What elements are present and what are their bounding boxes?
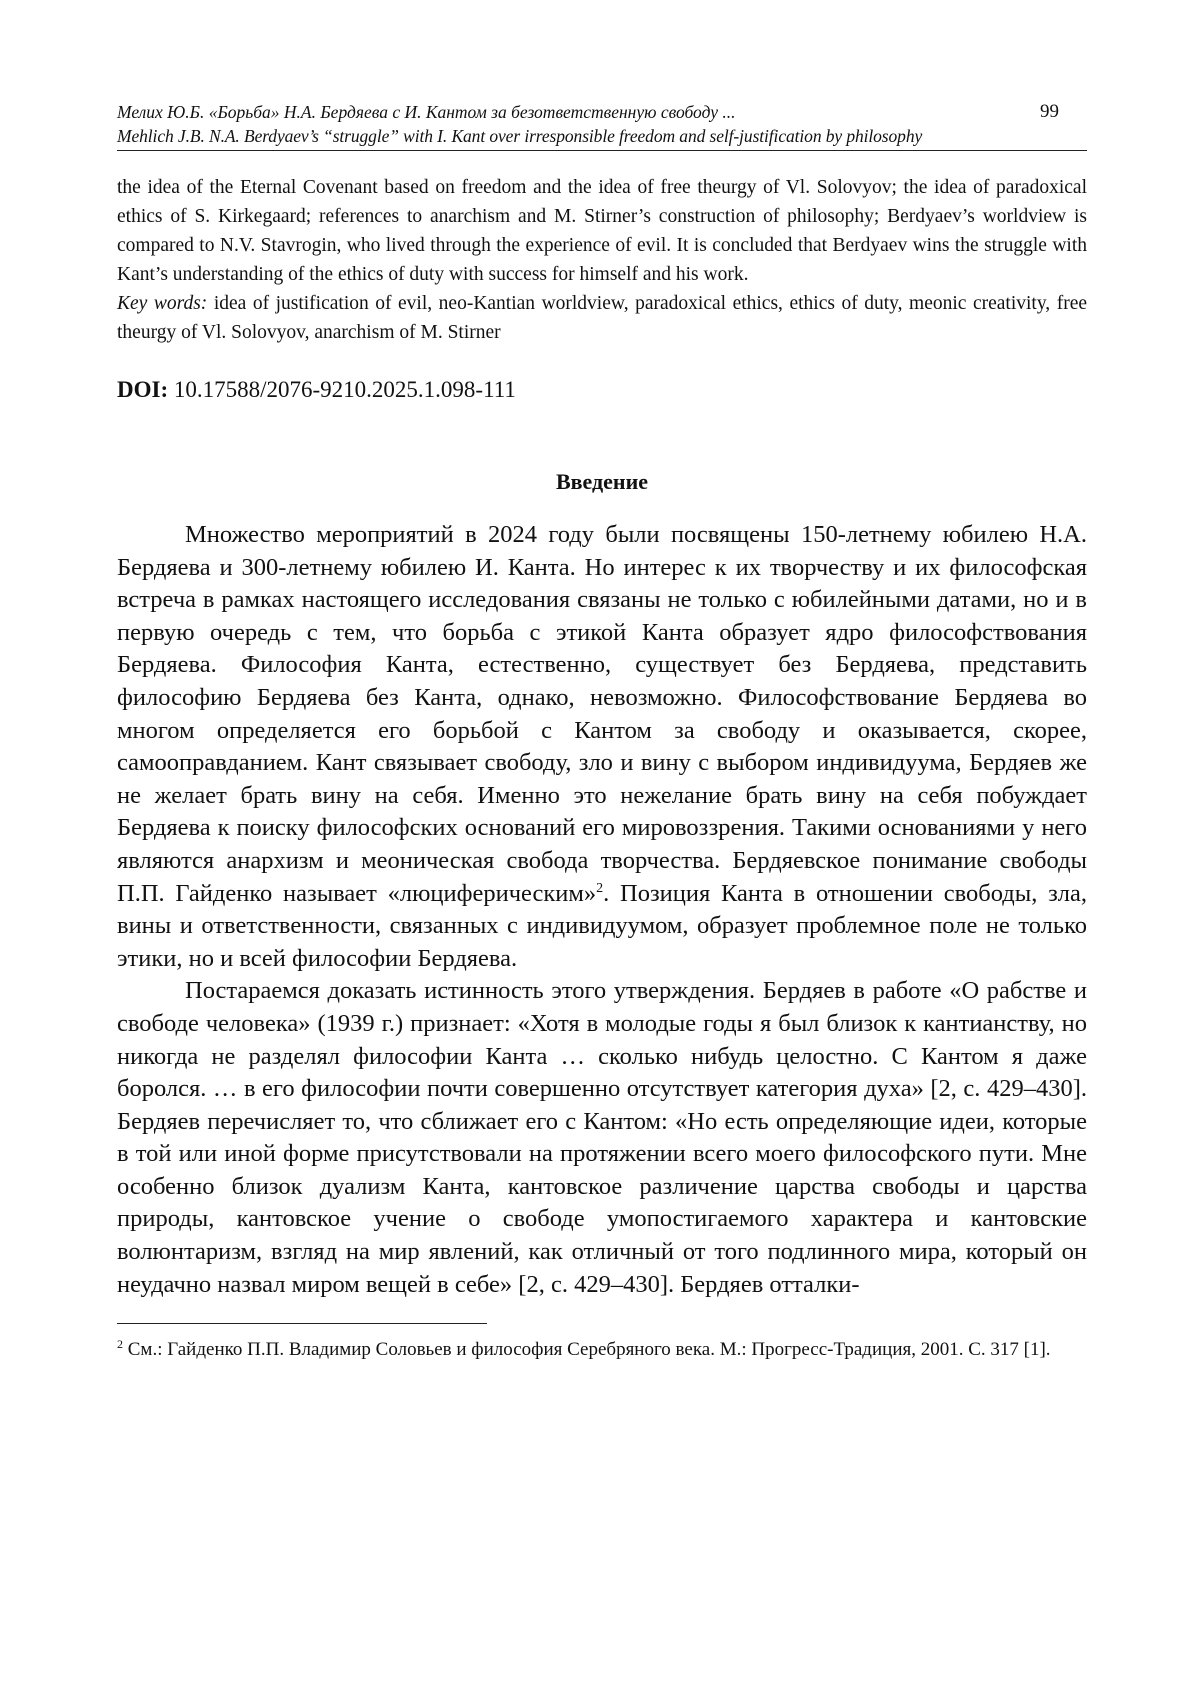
running-header-line-ru [117,100,1087,124]
body-text [117,519,1087,1301]
paragraph-1-text-b: . Позиция Канта в отношении свободы, зла, вины и ответственности, связанных с индивидуумом, образует проблемное поле не только этики, но и всей философии Бердяева. [117,879,1088,972]
abstract [117,173,1087,347]
running-header-title-en: Mehlich J.B. N.A. Berdyaev’s “struggle” with I. Kant over irresponsible freedom and self-justification by philosophy [117,126,923,146]
section-title: Введение [555,469,649,494]
doi [117,375,1087,405]
doi-value: 10.17588/2076-9210.2025.1.098-111 [173,377,516,402]
abstract-text: the idea of the Eternal Covenant based on freedom and the idea of free theurgy of Vl. Solovyov; the idea of paradoxical ethics of S. Kirkegaard; references to anarchism and M. Stirner’s construction of philosophy; Berdyaev’s worldview is compared to N.V. Stavrogin, who lived through the experience of evil. It is concluded that Berdyaev wins the struggle with Kant’s understanding of the ethics of duty with success for himself and his work. [117,177,1087,285]
footnote-number: 2 [117,1337,123,1352]
page-number: 99 [1040,101,1059,122]
keywords [117,289,1087,347]
footnote [117,1336,1087,1363]
keywords-text: idea of justification of evil, neo-Kantian worldview, paradoxical ethics, ethics of duty, meonic creativity, free theurgy of Vl. Solovyov, anarchism of M. Stirner [117,293,1087,343]
doi-label: DOI: [117,377,169,402]
paragraph-2: Постараемся доказать истинность этого утверждения. Бердяев в работе «О рабстве и свободе человека» (1939 г.) признает: «Хотя в молодые годы я был близок к кантианству, но никогда не разделял философии Канта … сколько нибудь целостно. С Кантом я даже боролся. … в его философии почти совершенно отсутствует категория духа» [2, с. 429–430]. Бердяев перечисляет то, что сближает его с Кантом: «Но есть определяющие идеи, которые в той или иной форме присутствовали на протяжении всего моего философского пути. Мне особенно близок дуализм Канта, кантовское различение царства свободы и царства природы, кантовское учение о свободе умопостигаемого характера и кантовские волюнтаризм, взгляд на мир явлений, как отличный от того подлинного мира, который он неудачно назвал миром вещей в себе» [2, с. 429–430]. Бердяев отталки- [117,977,1087,1298]
paragraph-1-text-a: Множество мероприятий в 2024 году были посвящены 150-летнему юбилею Н.А. Бердяева и 300-летнему юбилею И. Канта. Но интерес к их творчеству и их философская встреча в рамках настоящего исследования связаны не только с юбилейными датами, но и в первую очередь с тем, что борьба с этикой Канта образует ядро философствования Бердяева. Философия Канта, естественно, существует без Бердяева, представить философию Бердяева без Канта, однако, невозможно. Философствование Бердяева во многом определяется его борьбой с Кантом за свободу и оказывается, скорее, самооправданием. Кант связывает свободу, зло и вину с выбором индивидуума, Бердяев же не желает брать вину на себя. Именно это нежелание брать вину на себя побуждает Бердяева к поиску философских оснований его мировоззрения. Такими основаниями у него являются анархизм и меоническая свобода творчества. Бердяевское понимание свободы П.П. Гайденко называет «люциферическим» [117,521,1087,907]
paragraph-1 [117,519,1087,975]
running-header [117,100,1087,151]
keywords-label: Key words: [117,293,208,314]
footnote-ref: 2 [596,880,604,896]
page [117,100,1087,1363]
footnote-text: См.: Гайденко П.П. Владимир Соловьев и философия Серебряного века. М.: Прогресс-Традиция, 2001. С. 317 [1]. [123,1339,1051,1361]
running-header-title-ru: Мелих Ю.Б. «Борьба» Н.А. Бердяева с И. Кантом за безответственную свободу ... [117,102,736,122]
footnote-divider [117,1323,487,1324]
